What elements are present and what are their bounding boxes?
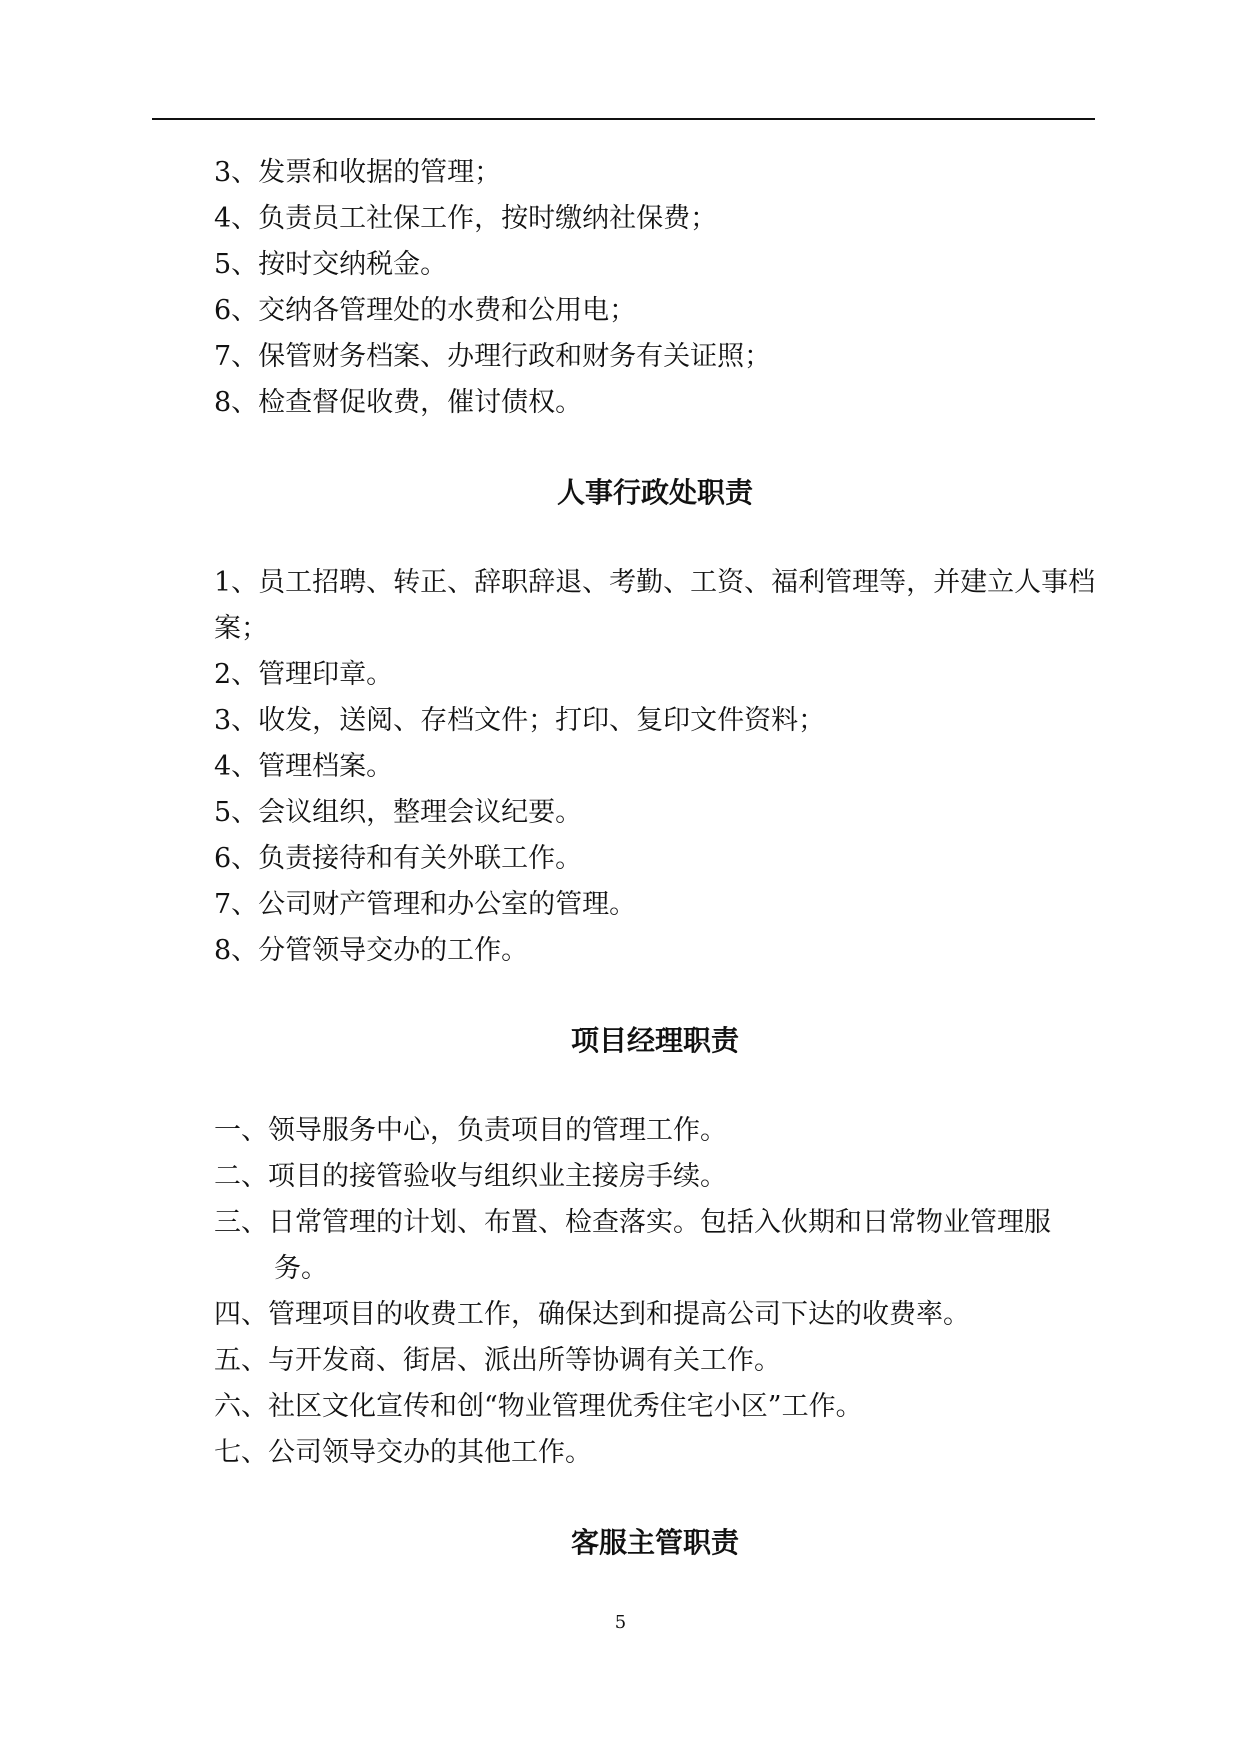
list-item: 6、负责接待和有关外联工作。	[214, 843, 583, 874]
list-item: 3、发票和收据的管理；	[214, 157, 502, 188]
list-item: 七、公司领导交办的其他工作。	[214, 1437, 592, 1468]
list-item: 2、管理印章。	[214, 659, 394, 690]
list-item: 8、分管领导交办的工作。	[214, 935, 529, 966]
page-number: 5	[614, 1612, 627, 1633]
page-content	[214, 150, 1096, 1566]
list-item: 1、员工招聘、转正、辞职辞退、考勤、工资、福利管理等，并建立人事档案；	[214, 567, 1096, 644]
header-rule	[152, 118, 1095, 120]
list-item: 五、与开发商、街居、派出所等协调有关工作。	[214, 1345, 781, 1376]
list-item: 二、项目的接管验收与组织业主接房手续。	[214, 1161, 727, 1192]
list-item: 7、公司财产管理和办公室的管理。	[214, 889, 637, 920]
list-item: 4、负责员工社保工作，按时缴纳社保费；	[214, 203, 718, 234]
list-item: 4、管理档案。	[214, 751, 394, 782]
section-title-pm: 项目经理职责	[570, 1024, 739, 1057]
list-item: 四、管理项目的收费工作，确保达到和提高公司下达的收费率。	[214, 1299, 970, 1330]
list-item: 三、日常管理的计划、布置、检查落实。包括入伙期和日常物业管理服务。	[214, 1207, 1051, 1284]
section-title-hr: 人事行政处职责	[556, 476, 753, 509]
list-item: 一、领导服务中心，负责项目的管理工作。	[214, 1115, 727, 1146]
section-title-cs: 客服主管职责	[570, 1526, 739, 1559]
list-item: 7、保管财务档案、办理行政和财务有关证照；	[214, 341, 772, 372]
list-item: 6、交纳各管理处的水费和公用电；	[214, 295, 637, 326]
list-item: 5、按时交纳税金。	[214, 249, 448, 280]
list-item: 六、社区文化宣传和创“物业管理优秀住宅小区”工作。	[214, 1391, 863, 1422]
list-item: 8、检查督促收费，催讨债权。	[214, 387, 583, 418]
list-item: 5、会议组织，整理会议纪要。	[214, 797, 583, 828]
list-item: 3、收发，送阅、存档文件；打印、复印文件资料；	[214, 705, 826, 736]
